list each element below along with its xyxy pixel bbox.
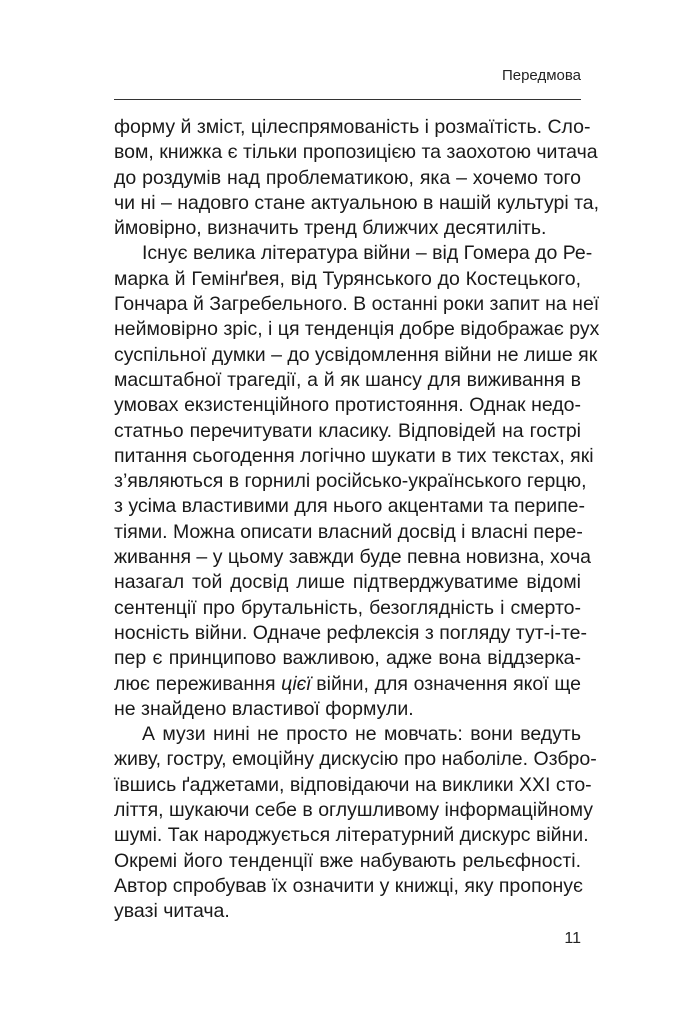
text-line: питання сьогодення логічно шукати в тих текстах, які <box>114 444 594 467</box>
text-line: Окремі його тенденції вже набувають рельєфності. <box>114 849 581 872</box>
text-line: шумі. Так народжується літературний дискурс війни. <box>114 824 589 847</box>
text-line: неймовірно зріс, і ця тенденція добре відображає рух <box>114 318 600 341</box>
text-line: статньо перечитувати класику. Відповідей на гострі <box>114 419 581 442</box>
text-line: суспільної думки – до усвідомлення війни не лише як <box>114 343 598 366</box>
text-line: до роздумів над проблематикою, яка – хочемо того <box>114 166 581 189</box>
text-line: ївшись ґаджетами, відповідаючи на виклики ХХІ сто- <box>114 773 592 796</box>
running-head: Передмова <box>501 67 581 84</box>
page-number: 11 <box>564 930 581 947</box>
text-line: живу, гостру, емоційну дискусію про наболіле. Озбро- <box>114 748 597 771</box>
text-line: сентенції про брутальність, безоглядність і смерто- <box>114 596 581 619</box>
text-line: носність війни. Одначе рефлексія з погляду тут-і-те- <box>114 621 587 644</box>
text-line: Автор спробував їх означити у книжці, яку пропонує <box>114 874 583 897</box>
text-line: ліття, шукаючи себе в оглушливому інформаційному <box>114 799 594 822</box>
text-line: форму й зміст, цілеспрямованість і розмаїтість. Сло- <box>114 116 591 138</box>
text-line: чи ні – надовго стане актуальною в нашій культурі та, <box>114 191 600 214</box>
text-line: живання – у цьому завжди буде певна новизна, хоча <box>114 546 591 569</box>
line-text-after: війни, для означення якої ще <box>310 672 582 695</box>
text-line: марка й Гемінґвея, від Турянського до Костецького, <box>114 267 581 290</box>
body-text <box>114 115 600 925</box>
text-line: пер є принципово важливою, адже вона віддзеркa- <box>114 647 581 670</box>
header-rule <box>114 99 581 100</box>
text-line: ймовірно, визначить тренд ближчих десятиліть. <box>114 217 547 240</box>
text-line: умовах екзистенційного протистояння. Однак недо- <box>114 394 581 417</box>
text-line: вом, книжка є тільки пропозицією та заохотою читача <box>114 141 598 164</box>
text-line: А музи нині не просто не мовчать: вони ведуть <box>142 723 581 746</box>
text-line-with-emphasis <box>114 672 581 697</box>
text-line: назагал той досвід лише підтверджуватиме відомі <box>114 571 581 594</box>
text-line: не знайдено властивої формули. <box>114 697 414 720</box>
text-line: масштабної трагедії, а й як шансу для виживання в <box>114 368 581 391</box>
paragraph <box>114 115 600 241</box>
paragraph <box>114 241 600 722</box>
text-line: з усіма властивими для нього акцентами та перипе- <box>114 495 585 518</box>
text-line: тіями. Можна описати власний досвід і власні пере- <box>114 520 583 543</box>
text-line: Гончара й Загребельного. В останні роки запит на неї <box>114 293 600 316</box>
paragraph <box>114 722 597 924</box>
text-line: увазі читача. <box>114 900 230 923</box>
text-line: Існує велика література війни – від Гомера до Ре- <box>142 242 593 265</box>
line-text-before: лює переживання <box>114 672 282 695</box>
text-line: з’являються в горнилі російсько-українського герцю, <box>114 470 587 493</box>
emphasis-word: цієї <box>281 672 311 695</box>
